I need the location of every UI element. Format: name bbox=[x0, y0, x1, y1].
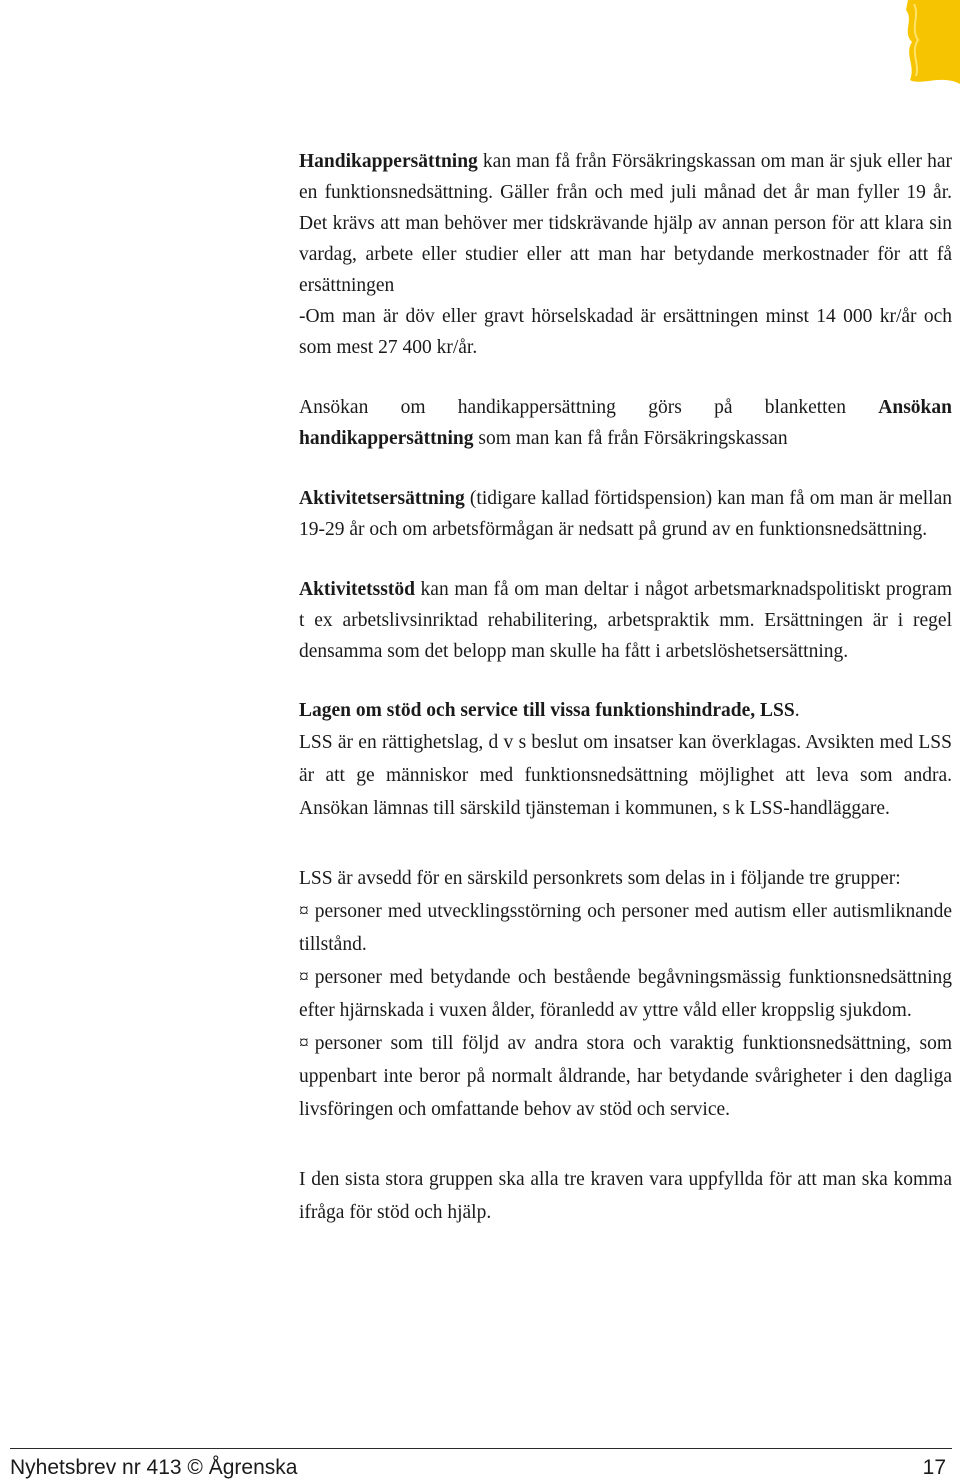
list-item: ¤ personer med utvecklingsstörning och personer med autism eller autismliknande tillstånd. bbox=[299, 901, 952, 955]
bullet-icon: ¤ bbox=[299, 1033, 309, 1054]
paragraph-aktivitetsstod: Aktivitetsstöd kan man få om man deltar i något arbetsmarknadspolitiskt program t ex arbetslivsinriktad rehabilitering, arbetspraktik mm. Ersättningen är i regel densamma som det belopp man skulle ha fått i arbetslöshetsersättning. bbox=[299, 579, 952, 662]
form-name: Ansökan handikappersättning bbox=[299, 397, 952, 449]
paragraph-sista-gruppen: I den sista stora gruppen ska alla tre kraven vara uppfyllda för att man ska komma ifråga för stöd och hjälp. bbox=[299, 1169, 952, 1223]
paragraph-handikappersattning: Handikappersättning kan man få från Försäkringskassan om man är sjuk eller har en funktionsnedsättning. Gäller från och med juli månad det år man fyller 19 år. Det krävs att man behöver mer tidskrävande hjälp av annan person för att klara sin vardag, arbete eller studier eller att man har betydande merkostnader för att få ersättningen -Om man är döv eller gravt hörselskadad är ersättningen minst 14 000 kr/år och som mest 27 400 kr/år. bbox=[299, 146, 952, 363]
page-footer bbox=[10, 1448, 952, 1483]
bullet-icon: ¤ bbox=[299, 901, 309, 922]
heading-lss: Lagen om stöd och service till vissa funktionshindrade, LSS bbox=[299, 700, 795, 721]
paragraph-personkrets bbox=[299, 862, 952, 1126]
list-item: ¤ personer som till följd av andra stora och varaktig funktionsnedsättning, som uppenbart inte beror på normalt åldrande, har betydande svårigheter i den dagliga livsföringen och omfattande behov av stöd och service. bbox=[299, 1033, 952, 1120]
footer-publication: Nyhetsbrev nr 413 © Ågrenska bbox=[10, 1456, 298, 1479]
personkrets-intro: LSS är avsedd för en särskild personkrets som delas in i följande tre grupper: bbox=[299, 868, 901, 889]
deaf-amount-line: -Om man är döv eller gravt hörselskadad är ersättningen minst 14 000 kr/år och som mest 27 400 kr/år. bbox=[299, 306, 952, 358]
term-aktivitetsstod: Aktivitetsstöd bbox=[299, 579, 415, 600]
term-handikappersattning: Handikappersättning bbox=[299, 151, 478, 172]
article-body bbox=[299, 146, 952, 1229]
page-number: 17 bbox=[922, 1456, 946, 1479]
paragraph-lss: Lagen om stöd och service till vissa funktionshindrade, LSS. LSS är en rättighetslag, d v s beslut om insatser kan överklagas. Avsikten med LSS är att ge människor med funktionsnedsättning möjlighet att leva som andra. Ansökan lämnas till särskild tjänsteman i kommunen, s k LSS-handläggare. bbox=[299, 696, 952, 825]
term-aktivitetsersattning: Aktivitetsersättning bbox=[299, 488, 465, 509]
paragraph-aktivitetsersattning: Aktivitetsersättning (tidigare kallad förtidspension) kan man få om man är mellan 19-29 år och om arbetsförmågan är nedsatt på grund av en funktionsnedsättning. bbox=[299, 488, 952, 540]
corner-decoration bbox=[900, 0, 960, 90]
lss-description: LSS är en rättighetslag, d v s beslut om insatser kan överklagas. Avsikten med LSS är att ge människor med funktionsnedsättning möjlighet att leva som andra. Ansökan lämnas till särskild tjänsteman i kommunen, s k LSS-handläggare. bbox=[299, 732, 952, 819]
list-item: ¤ personer med betydande och bestående begåvningsmässig funktionsnedsättning efter hjärnskada i vuxen ålder, föranledd av yttre våld eller kroppslig sjukdom. bbox=[299, 967, 952, 1021]
paragraph-ansokan: Ansökan om handikappersättning görs på blanketten Ansökan handikappersättning som man kan få från Försäkringskassan bbox=[299, 397, 952, 449]
bullet-icon: ¤ bbox=[299, 967, 309, 988]
